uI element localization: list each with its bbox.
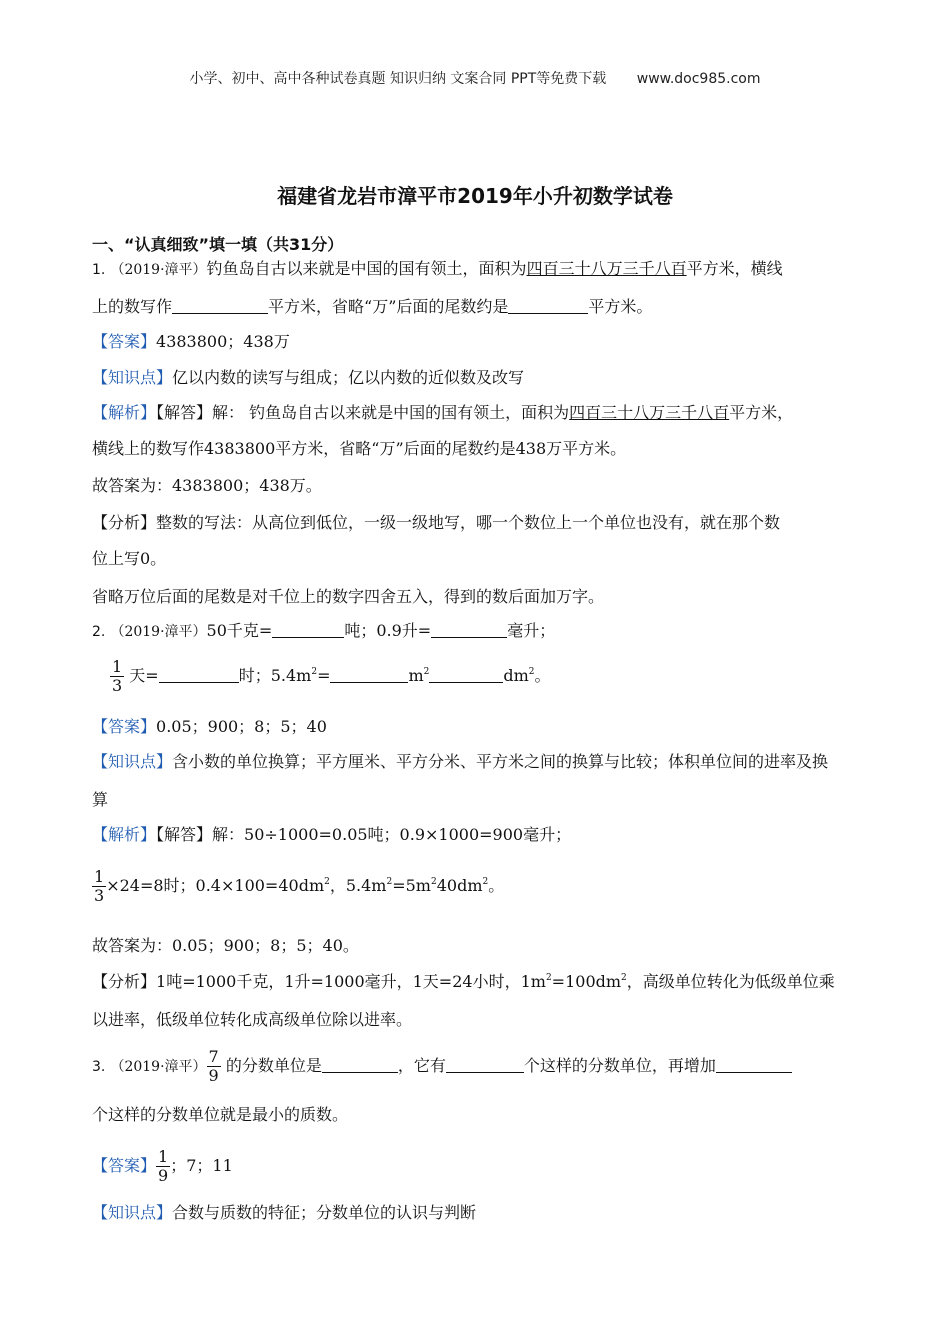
q3-fraction bbox=[207, 1048, 221, 1085]
q2-fenxi-1c: ，高级单位转化为低级单位乘 bbox=[626, 972, 835, 991]
q1-solution-2: 横线上的数写作4383800平方米，省略“万”后面的尾数约是438万平方米。 bbox=[92, 439, 627, 458]
q1-knowledge-text: 亿以内数的读写与组成；亿以内数的近似数及改写 bbox=[172, 368, 525, 387]
section-heading: 一、“认真细致”填一填（共31分） bbox=[92, 235, 344, 254]
q2-sol-2a: ×24=8时；0.4×100=40dm bbox=[106, 876, 325, 895]
q2-line1 bbox=[92, 620, 555, 643]
q3-line1 bbox=[92, 1046, 792, 1087]
q3-blank-3[interactable] bbox=[716, 1056, 792, 1073]
q1-line2-c: 平方米。 bbox=[588, 297, 653, 316]
q2-blank-2[interactable] bbox=[431, 621, 507, 638]
q2-line2 bbox=[110, 656, 551, 696]
q2-sol-2b: ，5.4m bbox=[329, 876, 387, 895]
knowledge-tag: 【知识点】 bbox=[92, 752, 173, 771]
q1-line2 bbox=[92, 296, 652, 318]
q2-l2-d: m bbox=[408, 666, 424, 685]
q2-sol-2e: 。 bbox=[488, 876, 505, 895]
q2-sup: 2 bbox=[621, 973, 627, 983]
page-title: 福建省龙岩市漳平市2019年小升初数学试卷 bbox=[277, 184, 673, 208]
q2-sol-frac-num: 1 bbox=[94, 867, 105, 886]
q2-l2-b: 时；5.4m bbox=[238, 666, 312, 685]
answer-tag: 【答案】 bbox=[92, 332, 157, 351]
q3-l1-b: ，它有 bbox=[397, 1056, 446, 1075]
q2-solution bbox=[92, 824, 571, 846]
q2-sup: 2 bbox=[545, 973, 552, 983]
q2-l2-f: 。 bbox=[534, 666, 551, 685]
q3-blank-1[interactable] bbox=[322, 1056, 398, 1073]
q2-sup: 2 bbox=[386, 877, 393, 887]
q2-sup: 2 bbox=[423, 667, 430, 677]
q3-num: 3. bbox=[92, 1059, 106, 1075]
q2-sup: 2 bbox=[311, 667, 318, 677]
q1-solution bbox=[92, 402, 793, 424]
q2-blank-3[interactable] bbox=[159, 666, 239, 683]
q1-blank-1[interactable] bbox=[172, 297, 268, 314]
q2-conclusion: 故答案为：0.05；900；8；5；40。 bbox=[92, 936, 359, 955]
q3-blank-2[interactable] bbox=[446, 1056, 524, 1073]
solve-tag: 【解答】 bbox=[156, 825, 213, 844]
fenxi-tag: 【分析】 bbox=[92, 972, 157, 991]
q1-stem-b: 平方米，横线 bbox=[686, 259, 783, 278]
q2-source: （2019·漳平） bbox=[110, 624, 207, 640]
q3-answer bbox=[92, 1146, 233, 1186]
q3-knowledge bbox=[92, 1202, 476, 1224]
q2-blank-1[interactable] bbox=[272, 621, 344, 638]
q3-knowledge-text: 合数与质数的特征；分数单位的认识与判断 bbox=[172, 1203, 477, 1222]
q1-conclusion: 故答案为：4383800；438万。 bbox=[92, 476, 322, 495]
header-site[interactable]: www.doc985.com bbox=[636, 71, 761, 87]
q2-sol-fraction bbox=[92, 868, 106, 905]
q3-ans-num: 1 bbox=[158, 1147, 169, 1166]
analysis-tag: 【解析】 bbox=[92, 403, 157, 422]
q2-sup: 2 bbox=[528, 667, 535, 677]
q1-fenxi-1: 整数的写法：从高位到低位，一级一级地写，哪一个数位上一个单位也没有，就在那个数 bbox=[156, 513, 781, 532]
q1-fenxi bbox=[92, 512, 780, 534]
q2-sup: 2 bbox=[430, 877, 437, 887]
q3-ans-den: 9 bbox=[158, 1166, 169, 1185]
q2-solution-2 bbox=[92, 866, 504, 906]
q2-fenxi-1a: 1吨=1000千克，1升=1000毫升，1天=24小时，1m bbox=[156, 972, 546, 991]
q2-frac-num: 1 bbox=[112, 657, 123, 676]
q2-blank-4[interactable] bbox=[330, 666, 408, 683]
q3-frac-num: 7 bbox=[208, 1047, 219, 1066]
q2-answer-text: 0.05；900；8；5；40 bbox=[156, 717, 327, 736]
q1-line2-a: 上的数写作 bbox=[92, 297, 173, 316]
q2-sol-2c: =5m bbox=[392, 876, 431, 895]
q1-sol-b: 平方米， bbox=[729, 403, 794, 422]
q2-num: 2. bbox=[92, 624, 106, 640]
q2-blank-5[interactable] bbox=[429, 666, 503, 683]
analysis-tag: 【解析】 bbox=[92, 825, 157, 844]
q3-answer-rest: ；7；11 bbox=[170, 1156, 233, 1175]
q2-l2-c: = bbox=[317, 666, 331, 685]
q2-knowledge-text: 含小数的单位换算；平方厘米、平方分米、平方米之间的换算与比较；体积单位间的进率及换 bbox=[172, 752, 829, 771]
q3-l1-c: 个这样的分数单位，再增加 bbox=[523, 1056, 716, 1075]
q2-l1-b: 吨；0.9升= bbox=[344, 621, 432, 640]
header-text: 小学、初中、高中各种试卷真题 知识归纳 文案合同 PPT等免费下载 bbox=[189, 71, 607, 87]
q1-underlined: 四百三十八万三千八百 bbox=[526, 259, 687, 278]
q2-sup: 2 bbox=[482, 877, 489, 887]
q2-fenxi bbox=[92, 971, 835, 993]
answer-tag: 【答案】 bbox=[92, 1156, 157, 1175]
solve-tag: 【解答】 bbox=[156, 403, 213, 422]
q1-line2-b: 平方米，省略“万”后面的尾数约是 bbox=[268, 297, 509, 316]
q2-knowledge-2: 算 bbox=[92, 790, 109, 809]
answer-tag: 【答案】 bbox=[92, 717, 157, 736]
knowledge-tag: 【知识点】 bbox=[92, 1203, 173, 1222]
fenxi-tag: 【分析】 bbox=[92, 513, 157, 532]
q1-answer-text: 4383800；438万 bbox=[156, 332, 290, 351]
q2-fraction bbox=[110, 658, 124, 695]
q2-sup: 2 bbox=[324, 877, 330, 887]
q1-knowledge bbox=[92, 367, 524, 389]
q3-answer-fraction bbox=[156, 1148, 170, 1185]
q3-frac-den: 9 bbox=[208, 1066, 219, 1085]
q2-answer bbox=[92, 716, 327, 738]
q1-fenxi-3: 省略万位后面的尾数是对千位上的数字四舍五入，得到的数后面加万字。 bbox=[92, 587, 605, 606]
q2-l1-c: 毫升； bbox=[507, 621, 556, 640]
knowledge-tag: 【知识点】 bbox=[92, 368, 173, 387]
q1-answer bbox=[92, 331, 290, 353]
q3-line2: 个这样的分数单位就是最小的质数。 bbox=[92, 1105, 349, 1124]
q1-stem: 钓鱼岛自古以来就是中国的国有领土，面积为 bbox=[206, 259, 527, 278]
q2-l2-e: dm bbox=[503, 666, 529, 685]
q1-blank-2[interactable] bbox=[508, 297, 588, 314]
q2-knowledge bbox=[92, 751, 828, 773]
q2-frac-den: 3 bbox=[112, 676, 123, 695]
q2-sol-1: 解：50÷1000=0.05吨；0.9×1000=900毫升； bbox=[212, 825, 572, 844]
q1-num: 1. bbox=[92, 262, 106, 278]
q1-sol-underlined: 四百三十八万三千八百 bbox=[569, 403, 730, 422]
q2-l2-a: 天= bbox=[129, 666, 159, 685]
q2-sol-2d: 40dm bbox=[436, 876, 483, 895]
q2-fenxi-1b: =100dm bbox=[551, 972, 622, 991]
page-header bbox=[0, 68, 950, 88]
q2-fenxi-2: 以进率，低级单位转化成高级单位除以进率。 bbox=[92, 1010, 413, 1029]
q2-sol-frac-den: 3 bbox=[94, 886, 105, 905]
q1-fenxi-2: 位上写0。 bbox=[92, 549, 167, 568]
q1-source: （2019·漳平） bbox=[110, 262, 207, 278]
q3-source: （2019·漳平） bbox=[110, 1059, 207, 1075]
q3-l1-a: 的分数单位是 bbox=[225, 1056, 322, 1075]
q2-l1-a: 50千克= bbox=[206, 621, 273, 640]
q1-line1 bbox=[92, 258, 783, 281]
q1-sol-a: 解： 钓鱼岛自古以来就是中国的国有领土，面积为 bbox=[212, 403, 570, 422]
